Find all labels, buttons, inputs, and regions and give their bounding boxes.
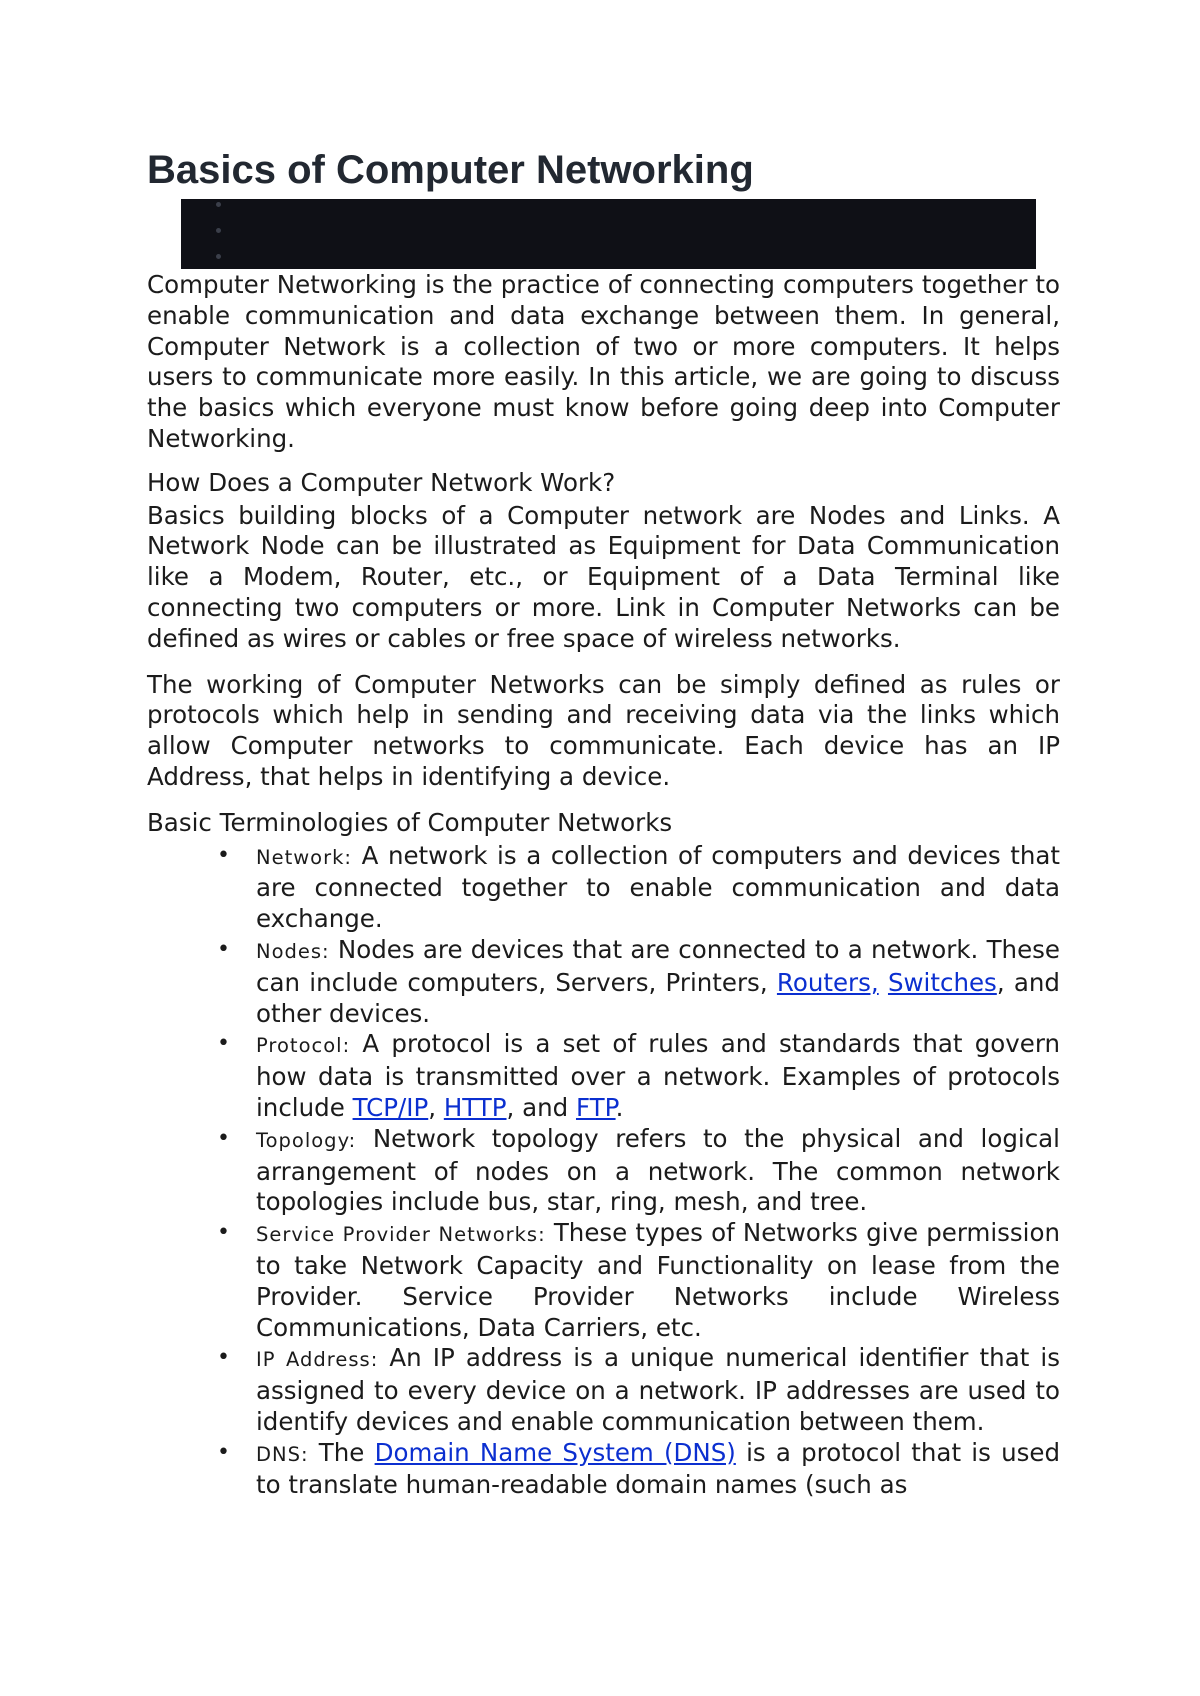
- link-separator: , and: [506, 1092, 576, 1122]
- term-label: Protocol:: [256, 1034, 351, 1058]
- term-description-end: is a protocol that is used to translate human-readable domain names (such as: [256, 1437, 1060, 1500]
- bullet-icon: •: [217, 1439, 230, 1465]
- bullet-icon: •: [217, 1031, 230, 1057]
- link-separator: ,: [428, 1092, 444, 1122]
- term-description: An IP address is a unique numerical identifier that is assigned to every device on a network. IP addresses are used to identify devices and enable communication between them.: [256, 1343, 1060, 1436]
- routers-link[interactable]: Routers,: [776, 967, 879, 997]
- list-item-topology: [147, 1124, 1060, 1218]
- bullet-icon: •: [217, 936, 230, 962]
- list-item-protocol: [147, 1029, 1060, 1123]
- bullet-icon: •: [217, 1125, 230, 1151]
- section-heading-how-it-works: How Does a Computer Network Work?: [147, 467, 616, 497]
- page-title: Basics of Computer Networking: [147, 148, 754, 192]
- term-description-end: , and other devices.: [256, 967, 1060, 1028]
- list-item-ip-address: [147, 1343, 1060, 1437]
- list-item-nodes: [147, 935, 1060, 1029]
- redacted-block: [181, 199, 1036, 269]
- dns-link[interactable]: Domain Name System (DNS): [374, 1437, 736, 1467]
- bullet-icon: •: [217, 842, 230, 868]
- article-body: [147, 270, 1060, 1501]
- bullet-icon: •: [217, 1220, 230, 1246]
- paragraph-building-blocks: Basics building blocks of a Computer network are Nodes and Links. A Network Node can be illustrated as Equipment for Data Communication like a Modem, Router, etc., or Equipment of a Data Terminal like connecting two computers or more. Link in Computer Networks can be defined as wires or cables or free space of wireless networks.: [147, 500, 1060, 653]
- term-label: Network:: [256, 845, 352, 869]
- http-link[interactable]: HTTP: [443, 1092, 507, 1122]
- term-description: Network topology refers to the physical and logical arrangement of nodes on a network. The common network topologies include bus, star, ring, mesh, and tree.: [256, 1123, 1060, 1217]
- term-description-end: .: [615, 1092, 624, 1122]
- list-dot: [216, 254, 221, 259]
- switches-link[interactable]: Switches: [887, 967, 997, 997]
- list-item-network: [147, 841, 1060, 935]
- list-item-dns: [147, 1438, 1060, 1502]
- term-description: A network is a collection of computers and devices that are connected together to enable communication and data exchange.: [256, 840, 1060, 934]
- term-label: DNS:: [256, 1442, 309, 1466]
- tcp-ip-link[interactable]: TCP/IP: [352, 1092, 429, 1122]
- link-separator: [879, 968, 888, 997]
- paragraph-working: The working of Computer Networks can be simply defined as rules or protocols which help in sending and receiving data via the links which allow Computer networks to communicate. Each device has an IP Address, that helps in identifying a device.: [147, 669, 1060, 791]
- section-heading-terminologies: Basic Terminologies of Computer Networks: [147, 807, 673, 837]
- bullet-icon: •: [217, 1345, 230, 1371]
- intro-paragraph: Computer Networking is the practice of connecting computers together to enable communication and data exchange between them. In general, Computer Network is a collection of two or more computers. It helps users to communicate more easily. In this article, we are going to discuss the basics which everyone must know before going deep into Computer Networking.: [147, 270, 1060, 453]
- term-label: Nodes:: [256, 939, 330, 963]
- list-item-service-provider: [147, 1218, 1060, 1343]
- term-description: The: [308, 1437, 375, 1467]
- ftp-link[interactable]: FTP: [575, 1092, 616, 1122]
- term-label: Service Provider Networks:: [256, 1223, 546, 1247]
- term-label: IP Address:: [256, 1348, 379, 1372]
- list-dot: [216, 202, 221, 207]
- list-dot: [216, 228, 221, 233]
- term-description: Nodes are devices that are connected to a network. These can include computers, Servers, Printers,: [256, 934, 1060, 997]
- term-description: A protocol is a set of rules and standards that govern how data is transmitted over a network. Examples of protocols include: [256, 1029, 1060, 1122]
- terminology-list: [147, 841, 1060, 1502]
- term-label: Topology:: [256, 1128, 357, 1152]
- term-description: These types of Networks give permission to take Network Capacity and Functionality on lease from the Provider. Service Provider Networks include Wireless Communications, Data Carriers, etc.: [256, 1218, 1060, 1342]
